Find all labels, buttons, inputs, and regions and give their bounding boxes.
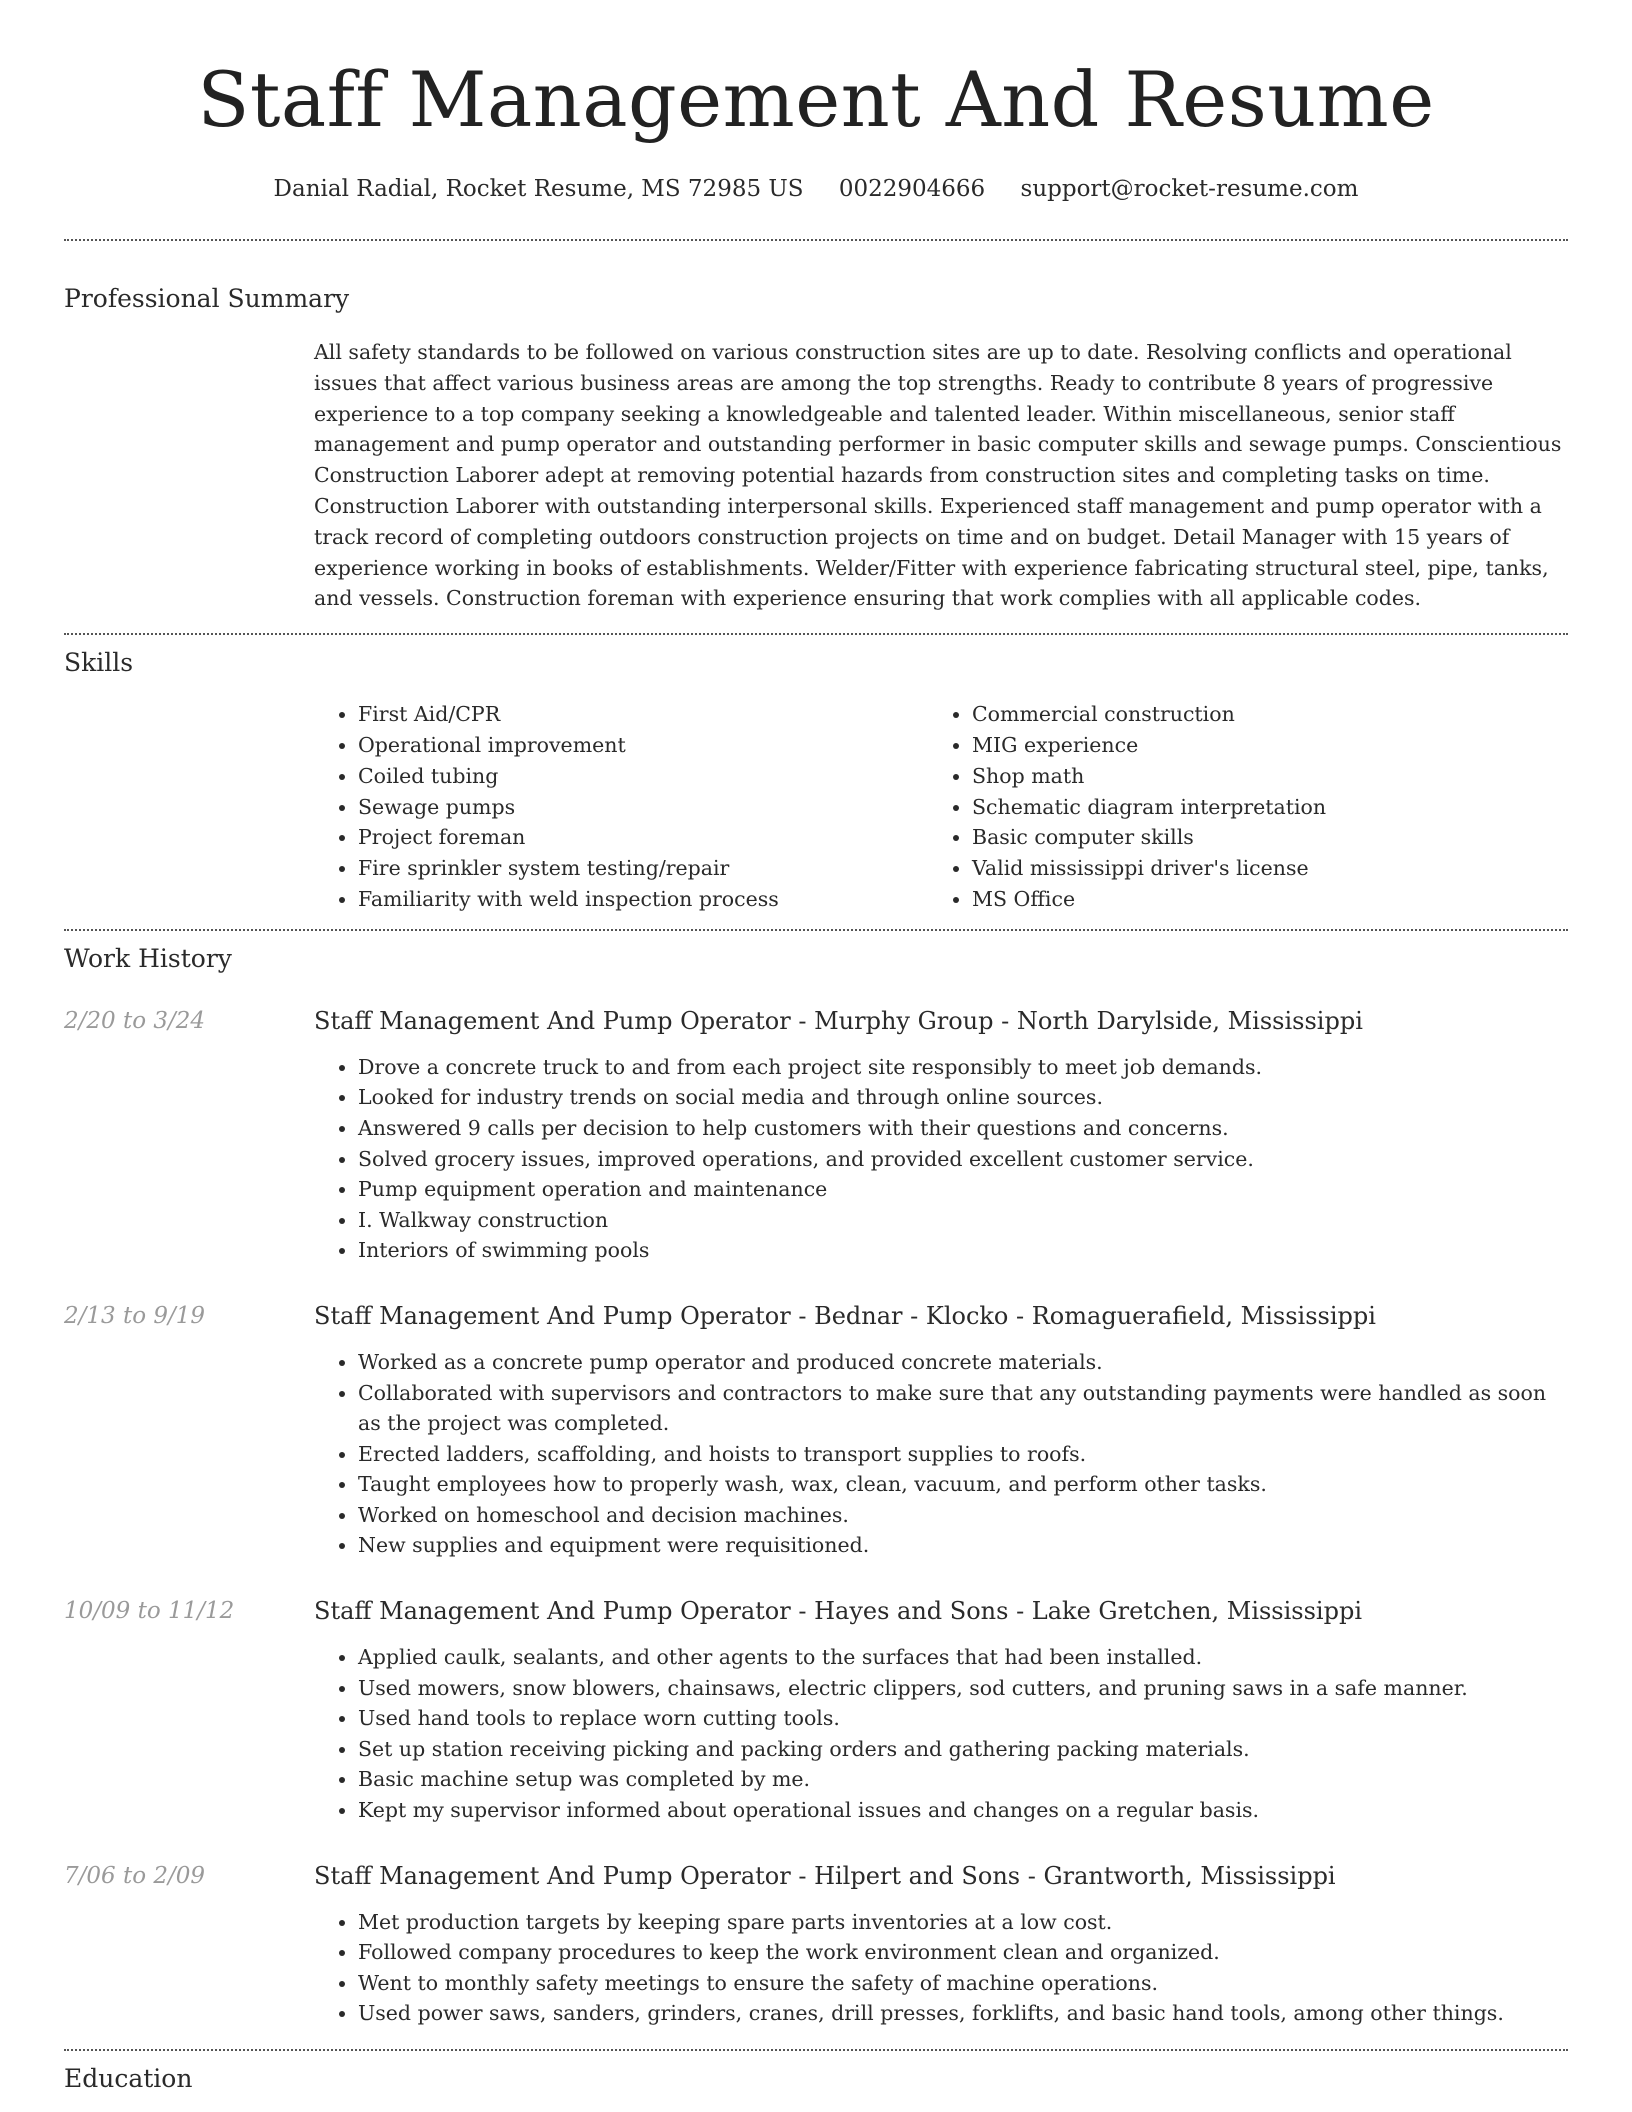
section-divider <box>64 633 1568 635</box>
work-history-section <box>64 943 1568 2049</box>
skill-item: • MS Office <box>972 884 1542 915</box>
skills-left-list <box>314 699 928 915</box>
job-bullet: • Solved grocery issues, improved operations, and provided excellent customer service. <box>358 1144 1568 1175</box>
skill-item: • Schematic diagram interpretation <box>972 792 1542 823</box>
skills-lists <box>314 699 1568 929</box>
summary-heading: Professional Summary <box>64 284 350 313</box>
job-bullet: • Used hand tools to replace worn cutting tools. <box>358 1703 1568 1734</box>
section-divider <box>64 929 1568 931</box>
job-bullet: • Answered 9 calls per decision to help customers with their questions and concerns. <box>358 1113 1568 1144</box>
job-dates: 10/09 to 11/12 <box>64 1598 235 1625</box>
skills-left-column <box>314 699 928 915</box>
skills-right-column <box>928 699 1542 915</box>
job-bullet: • New supplies and equipment were requisitioned. <box>358 1530 1568 1561</box>
skills-heading: Skills <box>64 648 134 678</box>
summary-text: All safety standards to be followed on various construction sites are up to date. Resolving conflicts and operational issues that affect various business areas are among the top strengths. Ready to contribute 8 years of progressive experience to a top company seeking a knowledgeable and talented leader. Within miscellaneous, senior staff management and pump operator and outstanding performer in basic computer skills and sewage pumps. Conscientious Construction Laborer adept at removing potential hazards from construction sites and completing tasks on time. Construction Laborer with outstanding interpersonal skills. Experienced staff management and pump operator with a track record of completing outdoors construction projects on time and on budget. Detail Manager with 15 years of experience working in books of establishments. Welder/Fitter with experience fabricating structural steel, pipe, tanks, and vessels. Construction foreman with experience ensuring that work complies with all applicable codes. <box>314 340 1562 611</box>
job-bullet-list <box>314 1347 1568 1561</box>
job-dates: 2/13 to 9/19 <box>64 1302 206 1329</box>
job-entry <box>64 1005 1568 1266</box>
skill-item: • MIG experience <box>972 730 1542 761</box>
job-bullet: • Used power saws, sanders, grinders, cranes, drill presses, forklifts, and basic hand tools, among other things. <box>358 1998 1568 2029</box>
job-title: Staff Management And Pump Operator - Hayes and Sons - Lake Gretchen, Mississippi <box>314 1597 1363 1626</box>
contact-phone: 0022904666 <box>838 176 986 202</box>
skill-item: • Fire sprinkler system testing/repair <box>358 853 928 884</box>
skill-item: • Project foreman <box>358 822 928 853</box>
job-bullet: • Followed company procedures to keep the work environment clean and organized. <box>358 1937 1568 1968</box>
job-entry <box>64 1595 1568 1826</box>
job-entry <box>64 1860 1568 2029</box>
skill-item: • Basic computer skills <box>972 822 1542 853</box>
job-bullet: • Met production targets by keeping spare parts inventories at a low cost. <box>358 1907 1568 1938</box>
job-title: Staff Management And Pump Operator - Bednar - Klocko - Romaguerafield, Mississippi <box>314 1301 1376 1330</box>
skills-right-list <box>928 699 1542 915</box>
job-title: Staff Management And Pump Operator - Murphy Group - North Darylside, Mississippi <box>314 1006 1363 1035</box>
job-bullet: • Used mowers, snow blowers, chainsaws, electric clippers, sod cutters, and pruning saws in a safe manner. <box>358 1673 1568 1704</box>
job-bullet: • Went to monthly safety meetings to ensure the safety of machine operations. <box>358 1968 1568 1999</box>
resume-page <box>64 0 1568 2095</box>
job-bullet-list <box>314 1907 1568 2029</box>
section-divider <box>64 239 1568 241</box>
resume-title: Staff Management And Resume <box>197 55 1435 144</box>
work-history-heading: Work History <box>64 943 232 973</box>
job-bullet: • I. Walkway construction <box>358 1205 1568 1236</box>
skill-item: • Shop math <box>972 761 1542 792</box>
job-bullet-list <box>314 1642 1568 1826</box>
job-bullet: • Applied caulk, sealants, and other agents to the surfaces that had been installed. <box>358 1642 1568 1673</box>
job-bullet: • Basic machine setup was completed by me. <box>358 1764 1568 1795</box>
skill-item: • Familiarity with weld inspection process <box>358 884 928 915</box>
skill-item: • Commercial construction <box>972 699 1542 730</box>
skill-item: • Sewage pumps <box>358 792 928 823</box>
job-bullet: • Pump equipment operation and maintenance <box>358 1174 1568 1205</box>
job-bullet: • Worked on homeschool and decision machines. <box>358 1500 1568 1531</box>
job-dates: 7/06 to 2/09 <box>64 1862 206 1889</box>
skill-item: • Coiled tubing <box>358 761 928 792</box>
job-bullet: • Interiors of swimming pools <box>358 1235 1568 1266</box>
section-divider <box>64 2049 1568 2051</box>
education-section <box>64 2063 1568 2095</box>
job-bullet-list <box>314 1052 1568 1266</box>
professional-summary-section <box>64 283 1568 633</box>
job-bullet: • Kept my supervisor informed about operational issues and changes on a regular basis. <box>358 1795 1568 1826</box>
job-bullet: • Erected ladders, scaffolding, and hoists to transport supplies to roofs. <box>358 1439 1568 1470</box>
skill-item: • First Aid/CPR <box>358 699 928 730</box>
job-bullet: • Collaborated with supervisors and contractors to make sure that any outstanding payments were handled as soon as the project was completed. <box>358 1378 1568 1439</box>
skill-item: • Operational improvement <box>358 730 928 761</box>
job-title: Staff Management And Pump Operator - Hilpert and Sons - Grantworth, Mississippi <box>314 1861 1336 1890</box>
job-bullet: • Set up station receiving picking and packing orders and gathering packing materials. <box>358 1734 1568 1765</box>
contact-email: support@rocket-resume.com <box>1020 176 1359 202</box>
job-bullet: • Looked for industry trends on social media and through online sources. <box>358 1082 1568 1113</box>
education-heading: Education <box>64 2064 193 2093</box>
job-dates: 2/20 to 3/24 <box>64 1007 206 1034</box>
contact-address: Danial Radial, Rocket Resume, MS 72985 US <box>273 176 804 202</box>
skill-item: • Valid mississippi driver's license <box>972 853 1542 884</box>
job-entry <box>64 1300 1568 1561</box>
job-bullet: • Taught employees how to properly wash, wax, clean, vacuum, and perform other tasks. <box>358 1469 1568 1500</box>
job-bullet: • Worked as a concrete pump operator and produced concrete materials. <box>358 1347 1568 1378</box>
skills-section <box>64 647 1568 929</box>
job-bullet: • Drove a concrete truck to and from each project site responsibly to meet job demands. <box>358 1052 1568 1083</box>
contact-line <box>64 174 1568 204</box>
